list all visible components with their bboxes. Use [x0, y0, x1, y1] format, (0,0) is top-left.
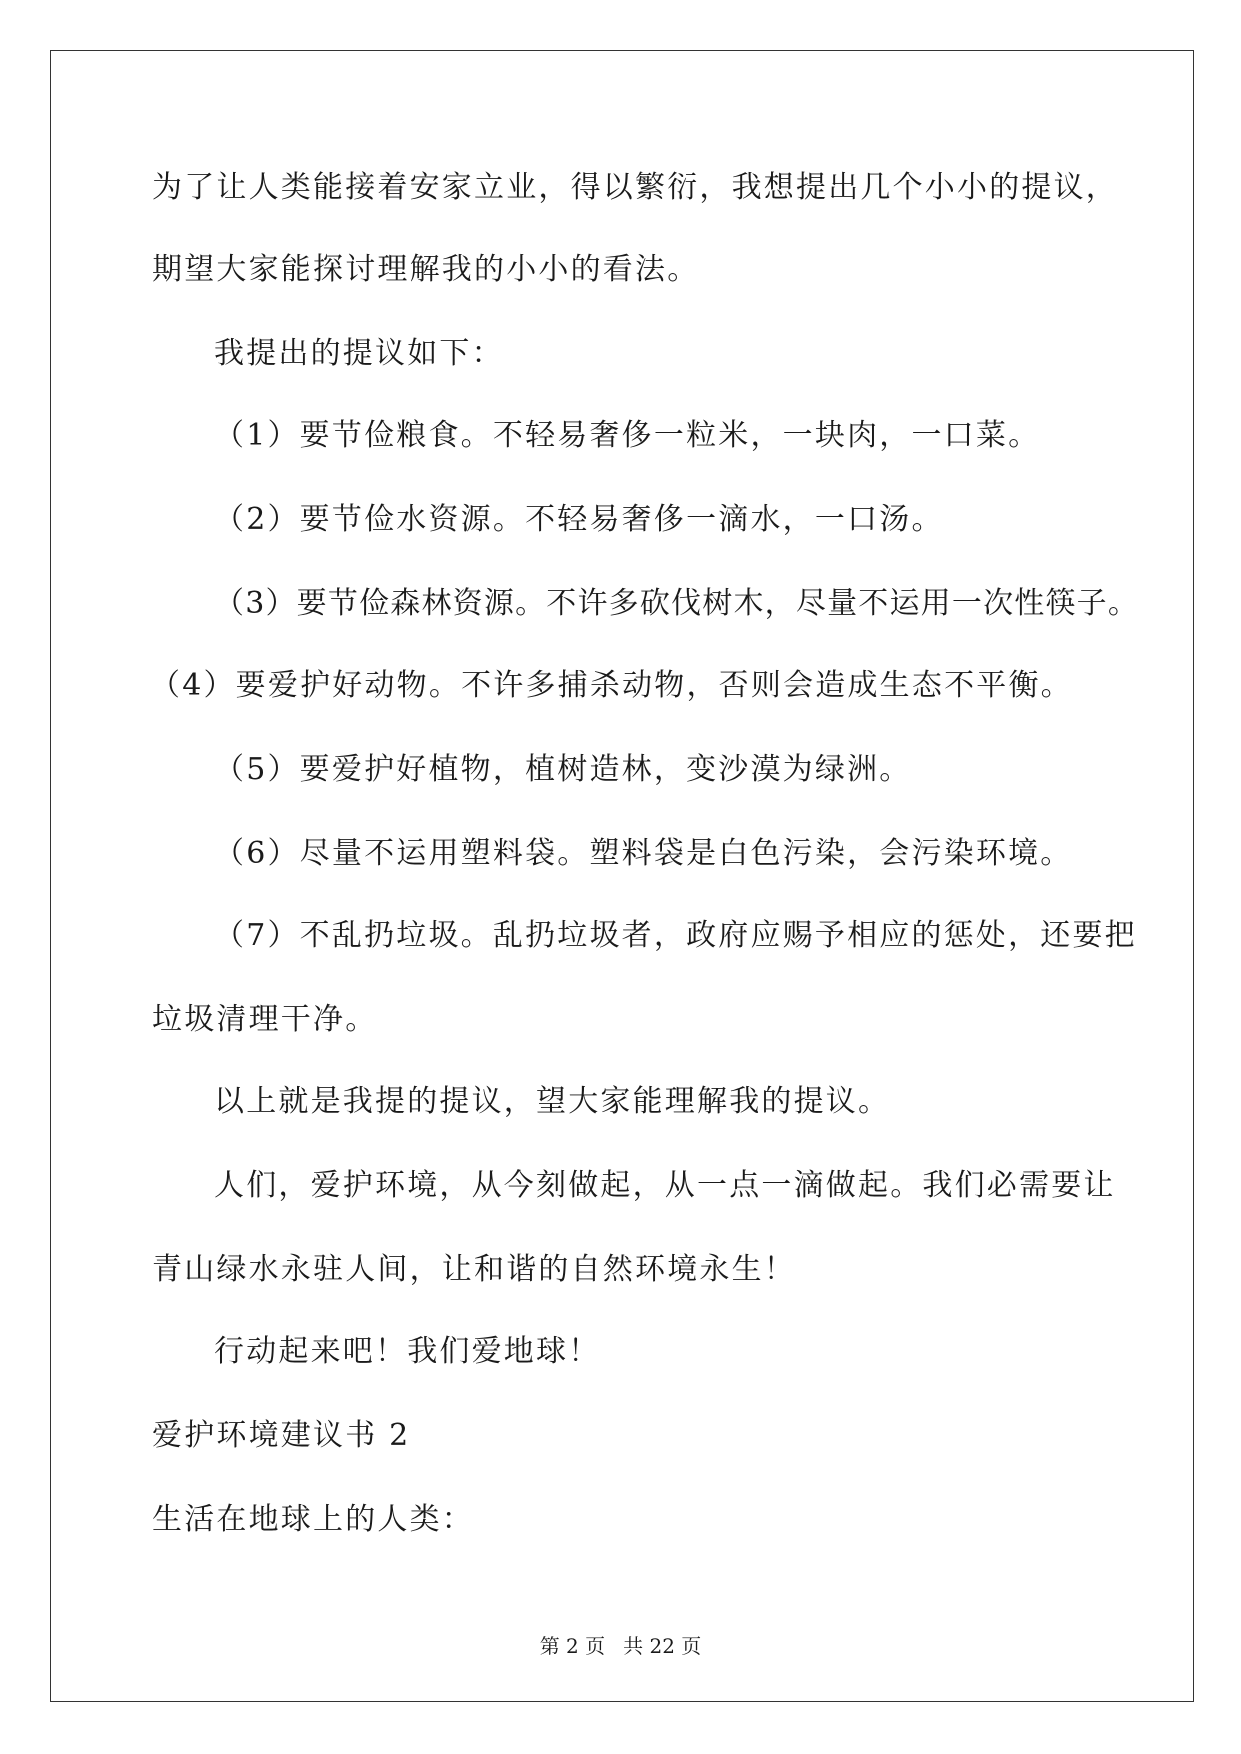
paragraph-line-4: （1）要节俭粮食。不轻易奢侈一粒米，一块肉，一口菜。 — [214, 418, 1041, 453]
paragraph-line-14: 青山绿水永驻人间，让和谐的自然环境永生！ — [152, 1252, 796, 1287]
paragraph-line-12: 以上就是我提的提议，望大家能理解我的提议。 — [214, 1084, 891, 1119]
paragraph-line-6: （3）要节俭森林资源。不许多砍伐树木，尽量不运用一次性筷子。 — [214, 586, 1140, 621]
paragraph-line-10: （7）不乱扔垃圾。乱扔垃圾者，政府应赐予相应的惩处，还要把 — [214, 918, 1137, 953]
paragraph-line-5: （2）要节俭水资源。不轻易奢侈一滴水，一口汤。 — [214, 502, 944, 537]
page-footer — [0, 1632, 1241, 1660]
paragraph-line-13: 人们，爱护环境，从今刻做起，从一点一滴做起。我们必需要让 — [214, 1168, 1116, 1203]
paragraph-line-17: 生活在地球上的人类： — [152, 1502, 474, 1537]
paragraph-line-1: 为了让人类能接着安家立业，得以繁衍，我想提出几个小小的提议， — [152, 170, 1118, 205]
paragraph-line-9: （6）尽量不运用塑料袋。塑料袋是白色污染，会污染环境。 — [214, 836, 1073, 871]
paragraph-line-3: 我提出的提议如下： — [214, 336, 504, 371]
page-total-label: 共 22 页 — [623, 1634, 702, 1658]
paragraph-line-15: 行动起来吧！我们爱地球！ — [214, 1334, 601, 1369]
page-number-label: 第 2 页 — [539, 1634, 606, 1658]
paragraph-line-11: 垃圾清理干净。 — [152, 1002, 378, 1037]
paragraph-line-7: （4）要爱护好动物。不许多捕杀动物，否则会造成生态不平衡。 — [150, 668, 1073, 703]
section-heading: 爱护环境建议书 2 — [152, 1418, 411, 1453]
paragraph-line-8: （5）要爱护好植物，植树造林，变沙漠为绿洲。 — [214, 752, 912, 787]
paragraph-line-2: 期望大家能探讨理解我的小小的看法。 — [152, 252, 700, 287]
